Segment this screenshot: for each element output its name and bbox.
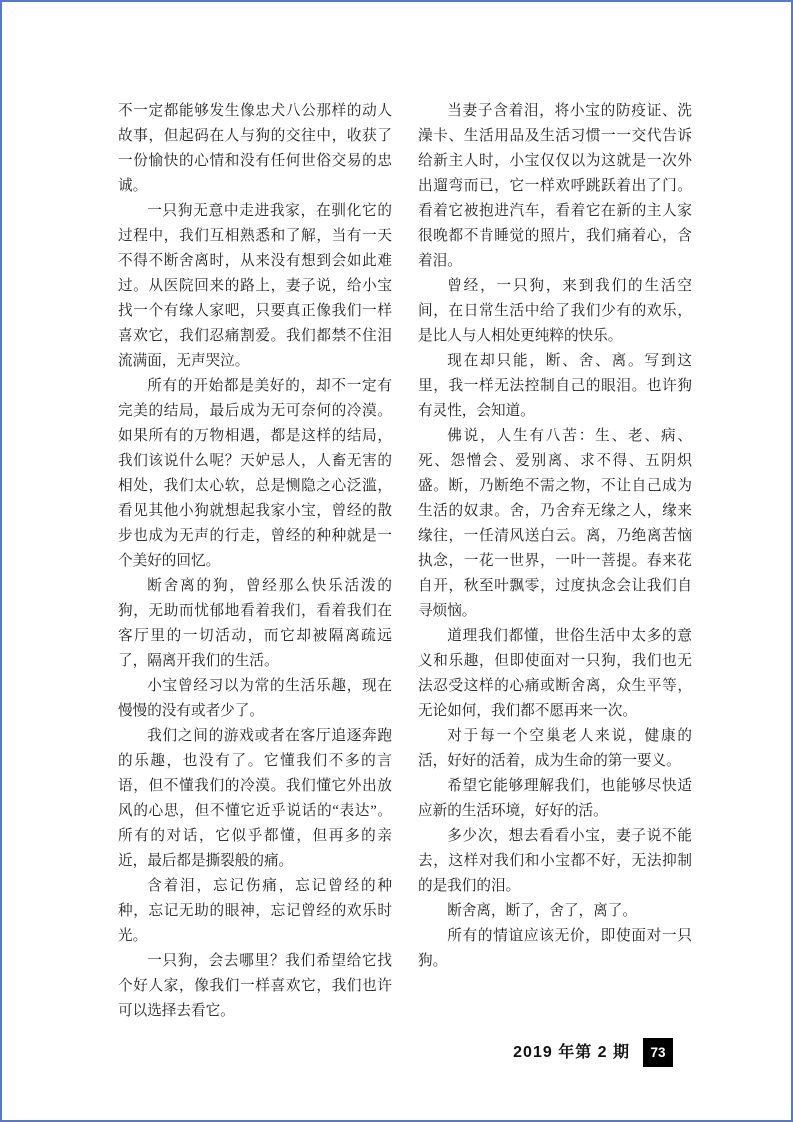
article-paragraph: 含着泪，忘记伤痛，忘记曾经的种种，忘记无助的眼神，忘记曾经的欢乐时光。 (118, 878, 392, 944)
article-paragraph: 当妻子含着泪，将小宝的防疫证、洗澡卡、生活用品及生活习惯一一交代告诉给新主人时，小宝仅仅以为这就是一次外出遛弯而已，它一样欢呼跳跃着出了门。看着它被抱进汽车，看着它在新的主人家很晚都不肯睡觉的照片，我们痛着心，含着泪。 (418, 103, 692, 269)
article-paragraph: 我们之间的游戏或者在客厅追逐奔跑的乐趣，也没有了。它懂我们不多的言语，但不懂我们的冷漠。我们懂它外出放风的心思，但不懂它近乎说话的“表达”。所有的对话，它似乎都懂，但再多的亲近，最后都是撕裂般的痛。 (118, 728, 392, 869)
article-paragraph: 对于每一个空巢老人来说，健康的活，好好的活着，成为生命的第一要义。 (418, 728, 692, 769)
right-column (418, 99, 692, 1024)
article-paragraph: 断舍离的狗，曾经那么快乐活泼的狗，无助而忧郁地看着我们，看着我们在客厅里的一切活动，而它却被隔离疏远了，隔离开我们的生活。 (118, 578, 392, 669)
left-column (118, 99, 392, 1024)
article-paragraph: 道理我们都懂，世俗生活中太多的意义和乐趣，但即使面对一只狗，我们也无法忍受这样的心痛或断舍离，众生平等，无论如何，我们都不愿再来一次。 (418, 628, 692, 719)
page-number-badge: 73 (643, 1038, 673, 1067)
article-paragraph: 曾经，一只狗，来到我们的生活空间，在日常生活中给了我们少有的欢乐，是比人与人相处更纯粹的快乐。 (418, 278, 692, 344)
page-footer (513, 1038, 673, 1067)
article-paragraph: 所有的情谊应该无价，即使面对一只狗。 (418, 928, 692, 969)
article-body (118, 99, 692, 1024)
article-paragraph: 所有的开始都是美好的，却不一定有完美的结局，最后成为无可奈何的冷漠。如果所有的万物相遇，都是这样的结局，我们该说什么呢？天妒忌人，人畜无害的相处，我们太心软，总是恻隐之心泛滥，看见其他小狗就想起我家小宝，曾经的散步也成为无声的行走，曾经的种种就是一个美好的回忆。 (118, 378, 392, 569)
article-paragraph: 小宝曾经习以为常的生活乐趣，现在慢慢的没有或者少了。 (118, 678, 392, 719)
article-paragraph: 断舍离，断了，舍了，离了。 (447, 903, 637, 919)
article-paragraph: 一只狗，会去哪里？我们希望给它找个好人家，像我们一样喜欢它，我们也许可以选择去看它。 (118, 953, 392, 1019)
issue-label: 2019 年第 2 期 (513, 1044, 630, 1061)
article-paragraph: 不一定都能够发生像忠犬八公那样的动人故事，但起码在人与狗的交往中，收获了一份愉快的心情和没有任何世俗交易的忠诚。 (118, 103, 392, 194)
article-paragraph: 希望它能够理解我们，也能够尽快适应新的生活环境，好好的活。 (418, 778, 692, 819)
article-paragraph: 多少次，想去看看小宝，妻子说不能去，这样对我们和小宝都不好，无法抑制的是我们的泪。 (418, 828, 692, 894)
article-paragraph: 现在却只能，断、舍、离。写到这里，我一样无法控制自己的眼泪。也许狗有灵性，会知道。 (418, 353, 692, 419)
article-paragraph: 佛说，人生有八苦：生、老、病、死、怨憎会、爱别离、求不得、五阴炽盛。断，乃断绝不需之物，不让自己成为生活的奴隶。舍，乃舍弃无缘之人，缘来缘往，一任清风送白云。离，乃绝离苦恼执念，一花一世界，一叶一菩提。春来花自开，秋至叶飘零，过度执念会让我们自寻烦恼。 (418, 428, 692, 619)
article-paragraph: 一只狗无意中走进我家，在驯化它的过程中，我们互相熟悉和了解，当有一天不得不断舍离时，从来没有想到会如此难过。从医院回来的路上，妻子说，给小宝找一个有缘人家吧，只要真正像我们一样喜欢它，我们忍痛割爱。我们都禁不住泪流满面，无声哭泣。 (118, 203, 392, 369)
